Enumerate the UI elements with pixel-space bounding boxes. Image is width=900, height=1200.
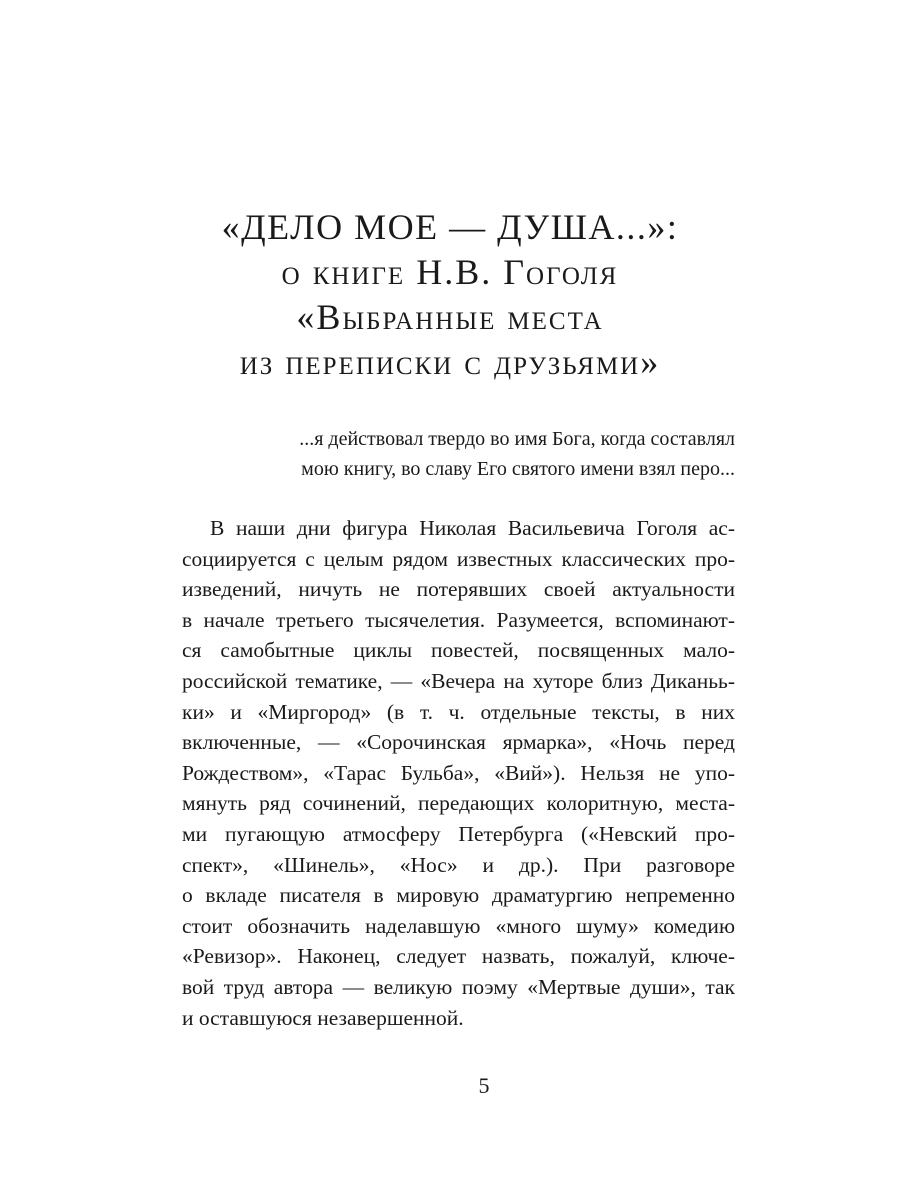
epigraph-line: ...я действовал твердо во имя Бога, когда составлял — [299, 428, 735, 450]
body-line: в начале третьего тысячелетия. Разумеется, вспоминают- — [182, 607, 735, 632]
body-line: российской тематике, — «Вечера на хуторе близ Диканьь- — [182, 668, 735, 693]
title-line: из переписки с друзьями» — [239, 342, 661, 382]
body-line: изведений, ничуть не потерявших своей актуальности — [182, 577, 735, 602]
body-line: ки» и «Миргород» (в т. ч. отдельные тексты, в них — [182, 699, 735, 724]
body-paragraph — [182, 513, 735, 1033]
chapter-title — [0, 205, 900, 385]
body-line: мянуть ряд сочинений, передающих колоритную, места- — [182, 791, 735, 816]
body-line: спект», «Шинель», «Нос» и др.). При разговоре — [182, 852, 735, 877]
epigraph-line: мою книгу, во славу Его святого имени взял перо... — [301, 458, 735, 480]
body-line: ми пугающую атмосферу Петербурга («Невский про- — [182, 821, 735, 846]
body-line: стоит обозначить наделавшую «много шуму» комедию — [182, 913, 735, 938]
body-line: и оставшуюся незавершенной. — [182, 1005, 464, 1030]
body-line: В наши дни фигура Николая Васильевича Гоголя ас- — [210, 516, 735, 540]
body-line: включенные, — «Сорочинская ярмарка», «Ночь перед — [182, 730, 735, 755]
body-line: вой труд автора — великую поэму «Мертвые души», так — [182, 974, 735, 999]
title-line: о книге Н.В. Гоголя — [281, 252, 619, 292]
body-line: «Ревизор». Наконец, следует назвать, пожалуй, ключе- — [182, 944, 735, 969]
body-line: о вкладе писателя в мировую драматургию непременно — [182, 883, 735, 908]
body-line: ся самобытные циклы повестей, посвященных мало- — [182, 638, 735, 663]
title-line: «ДЕЛО МОЕ — ДУША...»: — [221, 207, 679, 247]
title-line: «Выбранные места — [296, 297, 604, 337]
body-line: социируется с целым рядом известных классических про- — [182, 546, 735, 571]
epigraph — [195, 424, 735, 484]
body-line: Рождеством», «Тарас Бульба», «Вий»). Нельзя не упо- — [182, 760, 735, 785]
page-number: 5 — [478, 1073, 490, 1098]
